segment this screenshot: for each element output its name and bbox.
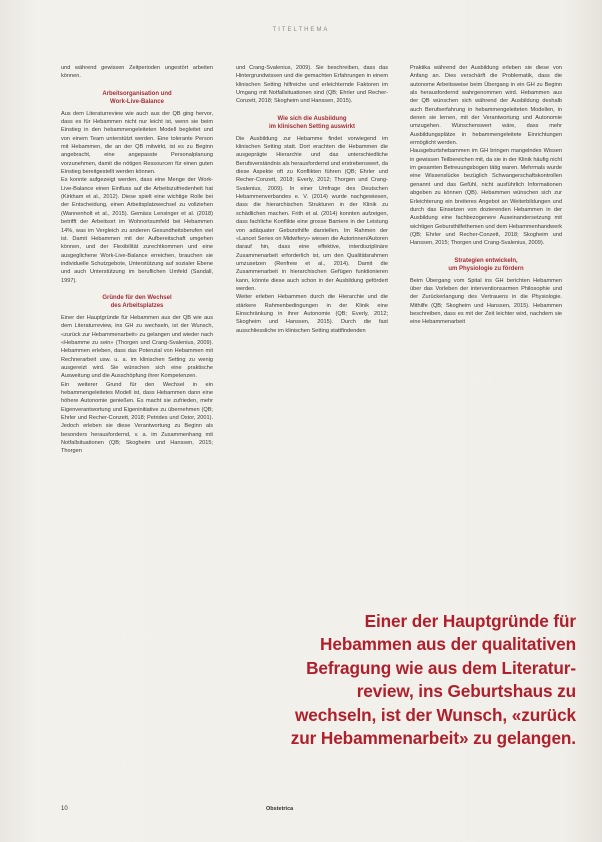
subheading-line: Arbeitsorganisation und — [102, 90, 172, 97]
publication-name: Obstetrica — [266, 806, 294, 812]
subheading-line: Gründe für den Wechsel — [102, 294, 172, 301]
pull-quote-line: Befragung wie aus dem Literatur- — [306, 657, 576, 678]
paragraph: und Crang-Svalenius, 2009). Sie beschreiben, dass das Hintergrundwissen und die gemachten Erfahrungen in einem klinischen Setting hilfreiche und erleichternde Faktoren im Umgang mit Notfallsituationen sind (QB; Ehrler und Recher-Conzett, 2018; Skogheim und Hanssen, 2015). — [236, 65, 388, 105]
pull-quote-line: review, ins Geburtshaus zu — [356, 681, 576, 702]
paragraph: und während gewissen Zeitperioden ungestört arbeiten können. — [61, 65, 213, 80]
pull-quote-line: Einer der Hauptgründe für — [364, 611, 576, 631]
subheading-line: Work-Live-Balance — [110, 99, 164, 106]
subheading-line: um Physiologie zu fördern — [448, 266, 524, 273]
paragraph: Praktika während der Ausbildung erleben sie diese von Anfang an. Dies verschärft die Problematik, dass die autonome Arbeitsweise beim Übergang in ein GH zu Beginn als herausfordernd wahrgenommen wird. Hebammen aus der QB wünschen sich während der Ausbildung deshalb auch Berufserfahrung in hebammengeleiteten Modellen, in denen sie lernen, mit der Verantwortung und Autonomie umzugehen. Wünschenswert wäre, dass mehr Ausbildungsplätze in hebammengeleitete Einrichtungen ermöglicht werden. — [410, 65, 562, 147]
subheading-line: des Arbeitsplatzes — [110, 303, 164, 310]
subheading — [236, 115, 388, 132]
subheading — [61, 294, 213, 311]
paragraph: Beim Übergang vom Spital ins GH berichten Hebammen über das Vorleben der interventionsarmen Philosophie und der Zurückerlangung des Vertrauens in die Physiologie. Mithilfe (QB; Skogheim und Hanssen, 2015). Hebammen beschreiben, dass es mit der Zeit leichter wird, nachdem sie eine Hebammenarbeit — [410, 277, 562, 326]
pull-quote-line: wechseln, ist der Wunsch, «zurück — [294, 704, 576, 725]
text-column-1 — [61, 64, 213, 456]
text-column-3 — [410, 64, 562, 327]
page-number: 10 — [61, 806, 68, 812]
pull-quote-line: zur Hebammenarbeit» zu gelangen. — [290, 728, 576, 749]
subheading-line: Wie sich die Ausbildung — [277, 115, 347, 122]
subheading — [410, 257, 562, 274]
subheading-line: Strategien entwickeln, — [454, 257, 518, 264]
paragraph: Hausgeburtshebammen im GH bringen mangelndes Wissen in gewissen Teilbereichen mit, da sie in der Klinik häufig nicht im gesamten Betreuungsbogen tätig waren. Mehrmals wurde eine Wissenslücke bezüglich Schwangerschaftskontrollen genannt und das Gefühl, nicht ausführlich Informationen abgeben zu können (QB). Hebammen wünschen sich zur Erleichterung ein breiteres Angebot an Weiterbildungen und durch das Einsetzen von dozierenden Hebammen in der Ausbildung eine fachbezogenere Auseinandersetzung mit wichtigen Gebursthilfethemen und dem Hebammenhandwerk (QB; Ehrler und Recher-Conzett, 2018; Skogheim und Hanssen, 2015; Thorgen und Crang-Svalenius, 2009). — [410, 148, 562, 247]
subheading — [61, 90, 213, 107]
paragraph: Die Ausbildung zur Hebamme findet vorwiegend im klinischen Setting statt. Dort erachten die Hebammen die ausgeprägte Hierarchie und das unterschiedliche Berufsverständnis als herausfordernd und erstrebenswert, da diese Aspekte oft zu Konflikten führen (QB; Ehrler und Recher-Conzett, 2018; Everly, 2012; Thorgen und Crang-Svalenius, 2009). In einer Umfrage des Deutschen Hebammenverbandes e. V. (2014) wurde nachgewiesen, dass die hierarchischen Strukturen in der Klinik zu schädlichen machen. Frith et al. (2014) konnten aufzeigen, dass fachliche Konflikte eine grosse Barriere in der Leistung von adäquater Gebursthilfe darstellen. Im Rahmen der «Lancet Series on Midwifery» wiesen die Autorinnen/Autoren darauf hin, dass eine effektive, interdisziplinäre Zusammenarbeit erforderlich ist, um den Qualitätsrahmen umzusetzen (Renfrew et al., 2014). Damit die Zusammenarbeit in hierarchischen Gefügen funktionieren kann, könnte diese auch schon in der Ausbildung gefördert werden. — [236, 135, 388, 292]
paragraph: Aus dem Literaturreview wie auch aus der QB ging hervor, dass es für Hebammen nicht nur leicht ist, wenn sie beim Einstieg in den hebammengeleiteten Modell begleitet und von einem Team unterstützt werden. Eine tolerante Person mit Hebammen, die an der QB mitwirkt, ist es zu Beginn angebracht, eine angepasste Personalplanung vorzunehmen, damit die nötigen Ressourcen für einen guten Einstieg bereitgestellt werden können. — [61, 110, 213, 176]
section-header: TITELTHEMA — [272, 27, 330, 33]
paragraph: Weiter erleben Hebammen durch die Hierarchie und die stärkere Rahmenbedingungen in der Klinik eine Einschränkung in ihrer Autonomie (QB; Everly, 2012; Skogheim und Hanssen, 2015). Durch die fast ausschliessliche im klinischen Setting stattfindenden — [236, 294, 388, 334]
pull-quote-line: Hebammen aus der qualitativen — [320, 634, 576, 655]
pull-quote — [250, 610, 576, 750]
paragraph: Ein weiterer Grund für den Wechsel in ein hebammengeleitetes Modell ist, dass Hebammen dann eine höhere Autonomie genießen. Es macht sie zufrieden, mehr Eigenverantwortung und Eigeninitiative zu übernehmen (QB; Ehrler und Recher-Conzett, 2018; Petrides und Ostor, 2001). Jedoch erleben sie diese Verantwortung zu Beginn als besonders herausfordernd, v. a. im Zusammenhang mit Notfallsituationen (QB; Skogheim und Hanssen, 2015; Thorgen — [61, 381, 213, 455]
text-column-2 — [236, 64, 388, 335]
subheading-line: im klinischen Setting auswirkt — [268, 124, 356, 131]
paragraph: Es konnte aufgezeigt werden, dass eine Menge der Work-Live-Balance einen Einfluss auf die Arbeitszufriedenheit hat (Kirkham et al., 2012). Diese spielt eine wichtige Rolle bei der Entscheidung, einen Arbeitsplatzwechsel zu vollziehen (Wannenholt et al., 2015). Gemäss Lensinger et al. (2018) betrifft der Arbeitsort im Wohnortsumfeld bei Hebammen 14%, was im Vergleich zu anderen Gesundheitsberufen viel ist. Damit Hebammen mit der Aufbereitschaft umgehen können, und der Flexibilität zurechtkommen und eine ausgeglichene Work-Live-Balance erreichen, brauchen sie individuelle Schutzgebote, Unterstützung auf sozialer Ebene und auch Unterstützung im beruflichen Umfeld (Sandall, 1997). — [61, 177, 213, 284]
paragraph: Einer der Hauptgründe für Hebammen aus der QB wie aus dem Literaturreview, ins GH zu wechseln, ist der Wunsch, «zurück zur Hebammenarbeit» zu gelangen und wieder nach «Hebamme zu sein» (Thorgen und Crang-Svalenius, 2009). Hebammen erleben, dass das Potenzial von Hebammen mit Rechnerarbeit usw. u. a. im klinischen Setting zu wenig ausgereizt wird. Sie wünschen sich eine praktische Ausweitung und die Ausschöpfung ihrer Kompetenzen. — [61, 314, 213, 380]
